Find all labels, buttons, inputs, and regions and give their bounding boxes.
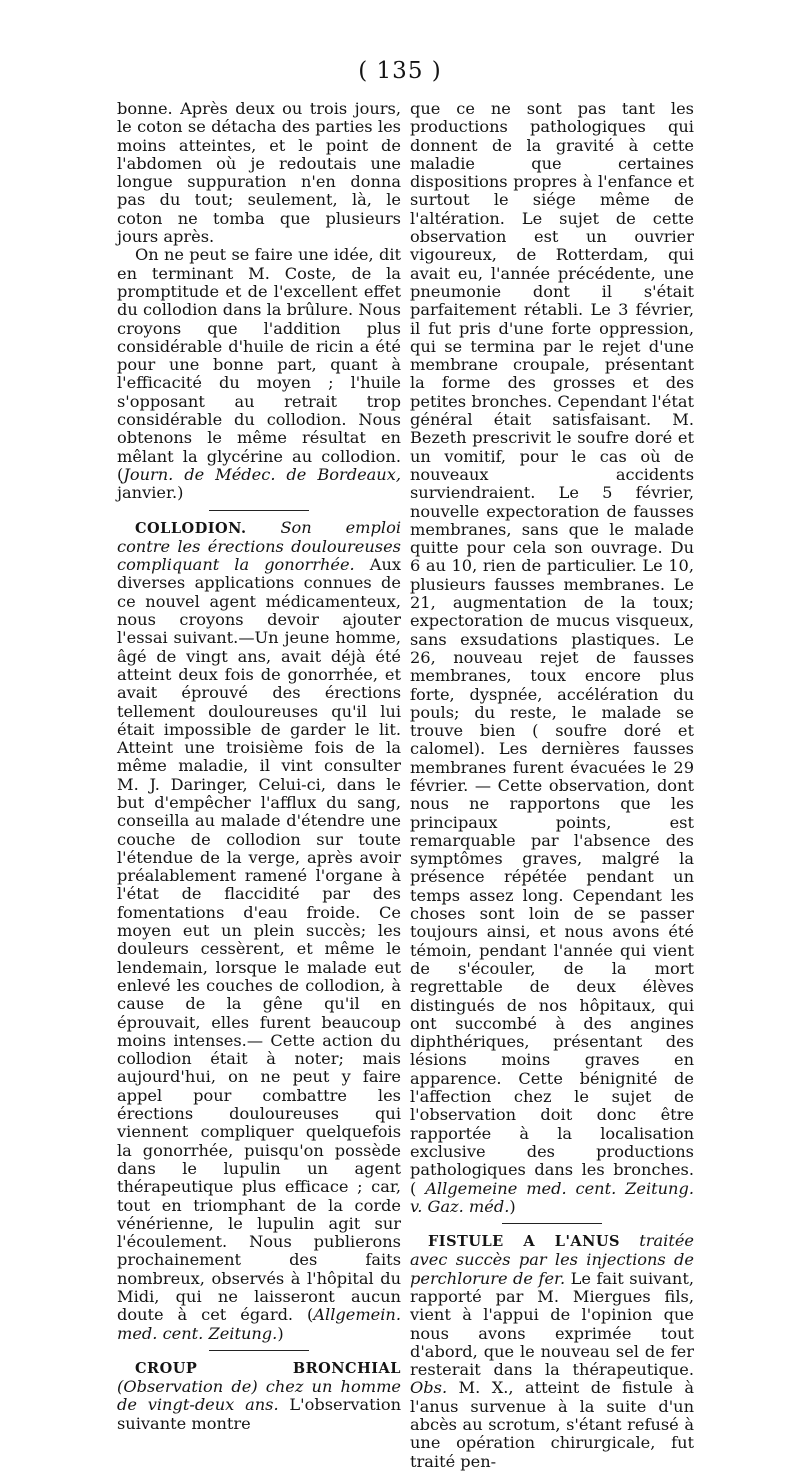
paragraph-burn-continuation: bonne. Après deux ou trois jours, le coton se détacha des parties les moins atteintes, et le point de l'abdomen où je redoutais une longue suppuration n'en donna pas du tout; seulement, là, le coton ne tomba que plusieurs jours après. (117, 99, 401, 247)
citation-source: Journ. de Médec. de Bordeaux, (123, 464, 401, 484)
article-text: M. X., atteint de fistule à l'anus survenue à la suite d'un abcès au scrotum, s'étant refusé à une opération chirurgicale, fut traité pen- (410, 1378, 694, 1471)
article-heading: FISTULE A L'ANUS (428, 1233, 621, 1251)
article-heading: CROUP BRONCHIAL (135, 1359, 401, 1377)
section-divider (502, 1223, 602, 1224)
article-croup (117, 1359, 401, 1433)
article-heading: COLLODION. (135, 519, 247, 537)
article-subtitle: Son emploi contre les érections douloureuses compliquant la gonorrhée. (117, 517, 401, 575)
paragraph-coste-conclusion (117, 246, 401, 502)
section-divider (209, 510, 309, 511)
citation-source: Allgemein. med. cent. Zeitung. (117, 1305, 401, 1343)
right-column (410, 100, 694, 1471)
observation-label: Obs. (410, 1378, 448, 1398)
article-croup-continuation (410, 100, 694, 1216)
paragraph-text: On ne peut se faire une idée, dit en terminant M. Coste, de la promptitude et de l'excellent effet du collodion dans la brûlure. Nous croyons que l'addition plus considérable d'huile de ricin a été pour une bonne part, quant à l'efficacité du moyen ; l'huile s'opposant au retrait trop considérable du collodion. Nous obtenons le même résultat en mêlant la glycérine au collodion. ( (117, 245, 401, 484)
article-collodion (117, 519, 401, 1343)
article-text: Aux diverses applications connues de ce nouvel agent médicamenteux, nous croyons devoir ajouter l'essai suivant.—Un jeune homme, âgé de vingt ans, avait déjà été atteint deux fois de gonorrhée, et avait éprouvé des érections tellement douloureuses qu'il lui était impossible de garder le lit. Atteint une troisième fois de la même maladie, il vint consulter M. J. Daringer, Celui-ci, dans le but d'empêcher l'afflux du sang, conseilla au malade d'étendre une couche de collodion sur toute l'étendue de la verge, après avoir préalablement ramené l'organe à l'état de flaccidité par des fomentations d'eau froide. Ce moyen eut un plein succès; les douleurs cessèrent, et même le lendemain, lorsque le malade eut enlevé les couches de collodion, à cause de la gêne qu'il en éprouvait, elles furent beaucoup moins intenses.— Cette action du collodion était à noter; mais aujourd'hui, on ne peut y faire appel pour combattre les érections douloureuses qui viennent compliquer quelquefois la gonorrhée, puisqu'on possède dans le lupulin un agent thérapeutique plus efficace ; car, tout en triomphant de la corde vénérienne, le lupulin agit sur l'écoulement. Nous publierons prochainement des faits nombreux, observés à l'hôpital du Midi, qui ne laisseront aucun doute à cet égard. ( (117, 555, 401, 1325)
citation-end: ) (277, 1323, 284, 1343)
section-divider (209, 1350, 309, 1351)
article-text: que ce ne sont pas tant les productions pathologiques qui donnent de la gravité à cette maladie que certaines dispositions propres à l'enfance et surtout le siége même de l'altération. Le sujet de cette observation est un ouvrier vigoureux, de Rotterdam, qui avait eu, l'année précédente, une pneumonie dont il s'était parfaitement rétabli. Le 3 février, il fut pris d'une forte oppression, qui se termina par le rejet d'une membrane croupale, présentant la forme des grosses et des petites bronches. Cependant l'état général était satisfaisant. M. Bezeth prescrivit le soufre doré et un vomitif, pour le cas où de nouveaux accidents surviendraient. Le 5 février, nouvelle expectoration de fausses membranes, sans que le malade quitte pour cela son ouvrage. Du 6 au 10, rien de particulier. Le 10, plusieurs fausses membranes. Le 21, augmentation de la toux; expectoration de mucus visqueux, sans exsudations plastiques. Le 26, nouveau rejet de fausses membranes, toux encore plus forte, dyspnée, accélération du pouls; du reste, le malade se trouve bien ( soufre doré et calomel). Les dernières fausses membranes furent évacuées le 29 février. — Cette observation, dont nous ne rapportons que les principaux points, est remarquable par l'absence des symptômes graves, malgré la présence répétée pendant un temps assez long. Cependant les choses sont loin de se passer toujours ainsi, et nous avons été témoin, pendant l'année qui vient de s'écouler, de la mort regrettable de deux élèves distingués de nos hôpitaux, qui ont succombé à des angines diphthériques, présentant des lésions moins graves en apparence. Cette bénignité de l'affection chez le sujet de l'observation doit donc être rapportée à la localisation exclusive des productions pathologiques dans les bronches. ( (410, 99, 694, 1198)
left-column (117, 100, 401, 1433)
page-number: ( 135 ) (358, 58, 442, 84)
citation-end: ) (509, 1196, 516, 1216)
article-fistule (410, 1232, 694, 1471)
citation-end: janvier.) (117, 483, 184, 503)
article-subtitle: (Observation de) chez un homme de vingt-deux ans. (117, 1377, 401, 1415)
citation-source: Allgemeine med. cent. Zeitung. v. Gaz. méd. (410, 1178, 694, 1216)
article-text: Le fait suivant, rapporté par M. Miergues fils, vient à l'appui de l'opinion que nous avons exprimée tout d'abord, que le nouveau sel de fer resterait dans la thérapeutique. (410, 1268, 694, 1380)
article-subtitle: traitée avec succès par les injections de perchlorure de fer. (410, 1231, 694, 1288)
article-text: L'observation suivante montre (117, 1395, 401, 1433)
